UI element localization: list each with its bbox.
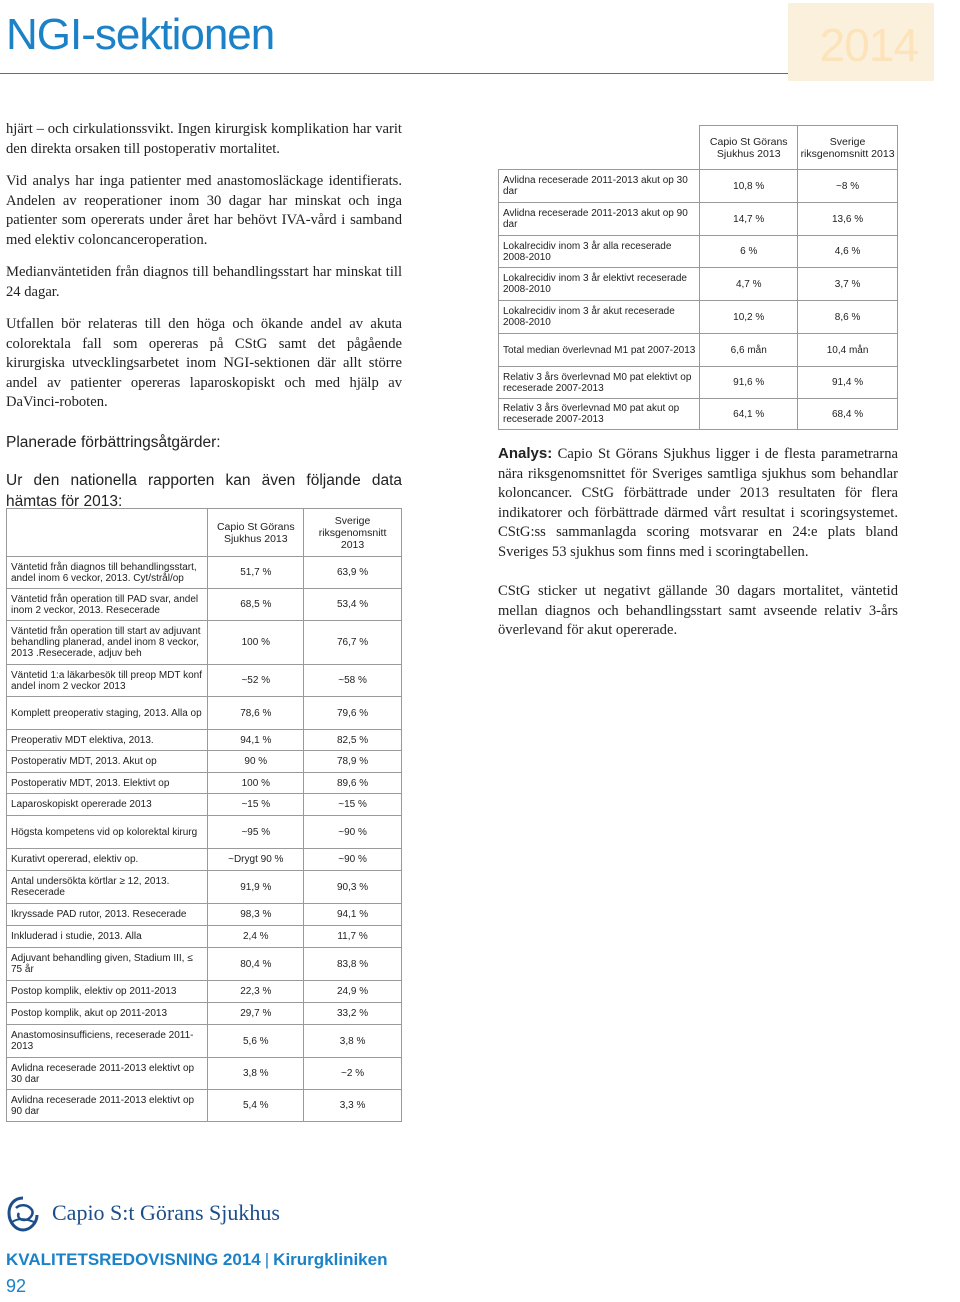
row-label: Total median överlevnad M1 pat 2007-2013 <box>499 334 700 367</box>
sverige-value: 68,4 % <box>798 399 898 430</box>
sverige-value: 91,4 % <box>798 367 898 399</box>
capio-value: 100 % <box>208 621 304 665</box>
sverige-value: 89,6 % <box>304 773 402 794</box>
sverige-value: 11,7 % <box>304 926 402 948</box>
header-rule <box>0 73 788 74</box>
analysis-label: Analys: <box>498 445 553 462</box>
paragraph: hjärt – och cirkulationssvikt. Ingen kirurgisk komplikation har varit den direkta orsaken till postoperativ mortalitet. <box>6 121 402 157</box>
capio-value: 90 % <box>208 751 304 773</box>
table-row <box>499 301 898 334</box>
capio-value: 91,9 % <box>208 871 304 904</box>
year-label: 2014 <box>819 19 918 71</box>
capio-value: 10,8 % <box>700 170 798 203</box>
analysis-paragraph <box>498 444 898 562</box>
capio-value: 100 % <box>208 773 304 794</box>
row-label: Väntetid från operation till start av adjuvant behandling planerad, andel inom 8 veckor, 2013 .Resecerade, adjuv beh <box>7 621 208 665</box>
table-row <box>7 697 402 730</box>
row-label: Lokalrecidiv inom 3 år elektivt receserade 2008-2010 <box>499 268 700 301</box>
report-title: KVALITETSREDOVISNING 2014 <box>6 1250 261 1269</box>
sverige-value: 82,5 % <box>304 730 402 751</box>
table-row <box>499 334 898 367</box>
capio-value: 22,3 % <box>208 981 304 1003</box>
table-row <box>7 730 402 751</box>
table-row <box>499 236 898 268</box>
col-header-capio: Capio St Görans Sjukhus 2013 <box>700 126 798 170</box>
col-header-capio: Capio St Görans Sjukhus 2013 <box>208 509 304 557</box>
sverige-value: 63,9 % <box>304 557 402 589</box>
sverige-value: 4,6 % <box>798 236 898 268</box>
capio-value: 64,1 % <box>700 399 798 430</box>
row-label: Ikryssade PAD rutor, 2013. Resecerade <box>7 904 208 926</box>
sverige-value: 83,8 % <box>304 948 402 981</box>
table-row <box>7 621 402 665</box>
table-row <box>499 268 898 301</box>
logo-text: Capio S:t Görans Sjukhus <box>52 1200 280 1225</box>
table-intro: Ur den nationella rapporten kan även följande data hämtas för 2013: <box>6 472 402 510</box>
table-row <box>7 904 402 926</box>
row-label: Lokalrecidiv inom 3 år alla receserade 2008-2010 <box>499 236 700 268</box>
capio-logo-icon <box>6 1196 40 1232</box>
row-label: Avlidna receserade 2011-2013 elektivt op 90 dar <box>7 1090 208 1122</box>
footer-title <box>6 1250 387 1270</box>
capio-value: ~95 % <box>208 816 304 849</box>
capio-value: 51,7 % <box>208 557 304 589</box>
paragraph: Vid analys har inga patienter med anastomosläckage identifierats. Andelen av reoperationer inom 30 dagar har minskat och inga patienter som opererats under året har behövt IVA-vård i samband med elektiv coloncanceroperation. <box>6 173 402 248</box>
table-row <box>7 589 402 621</box>
row-label: Avlidna receserade 2011-2013 elektivt op 30 dar <box>7 1058 208 1090</box>
row-label: Väntetid från diagnos till behandlingsstart, andel inom 6 veckor, 2013. Cyt/strål/op <box>7 557 208 589</box>
footer-separator: | <box>264 1250 270 1269</box>
sverige-value: 3,8 % <box>304 1025 402 1058</box>
sverige-value: 90,3 % <box>304 871 402 904</box>
page-number: 92 <box>6 1276 27 1296</box>
table-corner <box>7 509 208 557</box>
table-corner <box>499 126 700 170</box>
sverige-value: 3,7 % <box>798 268 898 301</box>
table-row <box>499 367 898 399</box>
paragraph: Utfallen bör relateras till den höga och ökande andel av akuta colorektala fall som opereras på CStG samt det pågående kirurgiska utvecklingsarbetet inom NGI-sektionen där allt större andel av patienter opereras laparoskopiskt och med hjälp av DaVinci-roboten. <box>6 316 402 410</box>
sverige-value: 24,9 % <box>304 981 402 1003</box>
row-label: Lokalrecidiv inom 3 år akut receserade 2008-2010 <box>499 301 700 334</box>
sverige-value: 53,4 % <box>304 589 402 621</box>
row-label: Postoperativ MDT, 2013. Akut op <box>7 751 208 773</box>
row-label: Adjuvant behandling given, Stadium III, ≤ 75 år <box>7 948 208 981</box>
capio-value: 29,7 % <box>208 1003 304 1025</box>
table-row <box>7 1090 402 1122</box>
capio-value: 14,7 % <box>700 203 798 236</box>
capio-value: ~Drygt 90 % <box>208 849 304 871</box>
col-header-sverige: Sverige riksgenomsnitt 2013 <box>304 509 402 557</box>
analysis-text <box>498 444 898 654</box>
row-label: Avlidna receserade 2011-2013 akut op 90 dar <box>499 203 700 236</box>
capio-value: 68,5 % <box>208 589 304 621</box>
capio-value: 98,3 % <box>208 904 304 926</box>
sverige-value: 8,6 % <box>798 301 898 334</box>
row-label: Inkluderad i studie, 2013. Alla <box>7 926 208 948</box>
table-row <box>7 981 402 1003</box>
sverige-value: 79,6 % <box>304 697 402 730</box>
table-row <box>7 816 402 849</box>
right-data-table <box>498 125 898 430</box>
analysis-text-1: Capio St Görans Sjukhus ligger i de flesta parametrarna nära riksgenomsnittet för Sveriges samtliga sjukhus som behandlar koloncancer. CStG förbättrade under 2013 resultaten för flera indikatorer och förbättrade därmed vårt resultat i scoringsystemet. CStG:ss sammanlagda scoring motsvarar en 24:e plats bland Sveriges 53 sjukhus som finns med i scoringtabellen. <box>498 446 898 560</box>
paragraph: Medianväntetiden från diagnos till behandlingsstart har minskat till 24 dagar. <box>6 264 402 300</box>
table-row <box>499 203 898 236</box>
capio-value: 3,8 % <box>208 1058 304 1090</box>
sverige-value: 78,9 % <box>304 751 402 773</box>
table-row <box>7 751 402 773</box>
row-label: Väntetid från operation till PAD svar, andel inom 2 veckor, 2013. Resecerade <box>7 589 208 621</box>
row-label: Relativ 3 års överlevnad M0 pat elektivt op receserade 2007-2013 <box>499 367 700 399</box>
year-box <box>788 3 934 81</box>
planned-improvements-heading: Planerade förbättringsåtgärder: <box>6 434 221 451</box>
table-row <box>7 1003 402 1025</box>
row-label: Laparoskopiskt opererade 2013 <box>7 794 208 816</box>
row-label: Kurativt opererad, elektiv op. <box>7 849 208 871</box>
table-row <box>7 794 402 816</box>
table-row <box>7 773 402 794</box>
sverige-value: ~90 % <box>304 816 402 849</box>
table-row <box>7 665 402 697</box>
sverige-value: 94,1 % <box>304 904 402 926</box>
capio-value: 10,2 % <box>700 301 798 334</box>
table-row <box>7 557 402 589</box>
col-header-sverige: Sverige riksgenomsnitt 2013 <box>798 126 898 170</box>
section-title: NGI-sektionen <box>6 10 275 59</box>
row-label: Postop komplik, akut op 2011-2013 <box>7 1003 208 1025</box>
capio-value: ~15 % <box>208 794 304 816</box>
clinic-name: Kirurgkliniken <box>273 1250 388 1269</box>
sverige-value: 33,2 % <box>304 1003 402 1025</box>
capio-value: 6 % <box>700 236 798 268</box>
row-label: Komplett preoperativ staging, 2013. Alla op <box>7 697 208 730</box>
capio-value: 91,6 % <box>700 367 798 399</box>
left-body-text <box>6 120 402 426</box>
table-row <box>499 170 898 203</box>
row-label: Preoperativ MDT elektiva, 2013. <box>7 730 208 751</box>
sverige-value: 76,7 % <box>304 621 402 665</box>
sverige-value: ~90 % <box>304 849 402 871</box>
row-label: Anastomosinsufficiens, receserade 2011-2013 <box>7 1025 208 1058</box>
sverige-value: ~2 % <box>304 1058 402 1090</box>
row-label: Relativ 3 års överlevnad M0 pat akut op receserade 2007-2013 <box>499 399 700 430</box>
table-row <box>499 399 898 430</box>
capio-value: 2,4 % <box>208 926 304 948</box>
left-data-table <box>6 508 402 1122</box>
table-row <box>7 948 402 981</box>
analysis-paragraph-2: CStG sticker ut negativt gällande 30 dagars mortalitet, väntetid mellan diagnos och behandlingsstart samt avseende relativ 3-års överlevand för akut opererade. <box>498 583 898 638</box>
sverige-value: 3,3 % <box>304 1090 402 1122</box>
sverige-value: ~8 % <box>798 170 898 203</box>
capio-value: 78,6 % <box>208 697 304 730</box>
capio-value: 80,4 % <box>208 948 304 981</box>
capio-value: 5,6 % <box>208 1025 304 1058</box>
capio-value: 94,1 % <box>208 730 304 751</box>
row-label: Avlidna receserade 2011-2013 akut op 30 dar <box>499 170 700 203</box>
table-row <box>7 1058 402 1090</box>
table-row <box>7 849 402 871</box>
capio-value: 4,7 % <box>700 268 798 301</box>
sverige-value: ~58 % <box>304 665 402 697</box>
table-row <box>7 871 402 904</box>
table-row <box>7 1025 402 1058</box>
capio-value: 6,6 mån <box>700 334 798 367</box>
sverige-value: 13,6 % <box>798 203 898 236</box>
row-label: Postop komplik, elektiv op 2011-2013 <box>7 981 208 1003</box>
table-row <box>7 926 402 948</box>
capio-value: ~52 % <box>208 665 304 697</box>
row-label: Högsta kompetens vid op kolorektal kirurg <box>7 816 208 849</box>
row-label: Antal undersökta körtlar ≥ 12, 2013. Resecerade <box>7 871 208 904</box>
sverige-value: 10,4 mån <box>798 334 898 367</box>
capio-value: 5,4 % <box>208 1090 304 1122</box>
row-label: Postoperativ MDT, 2013. Elektivt op <box>7 773 208 794</box>
row-label: Väntetid 1:a läkarbesök till preop MDT konf andel inom 2 veckor 2013 <box>7 665 208 697</box>
sverige-value: ~15 % <box>304 794 402 816</box>
